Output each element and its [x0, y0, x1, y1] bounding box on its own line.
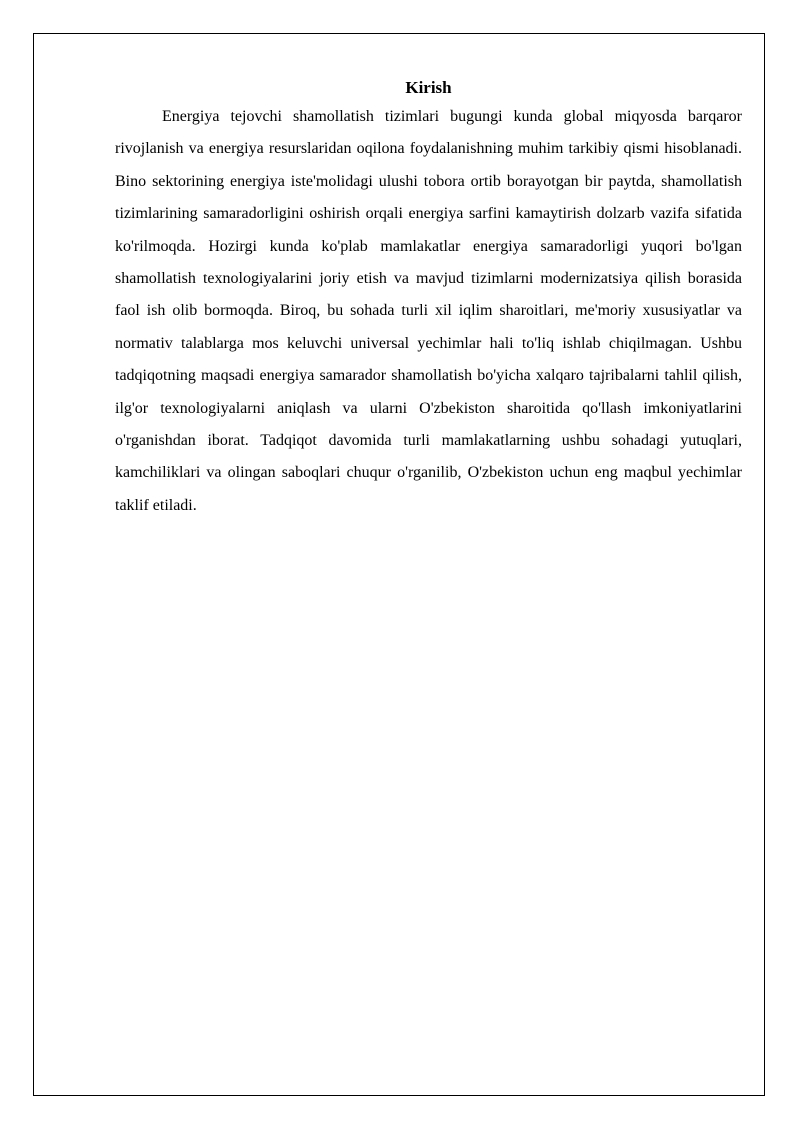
section-heading: Kirish — [405, 78, 452, 97]
document-body — [115, 76, 742, 522]
body-paragraph: Energiya tejovchi shamollatish tizimlari bugungi kunda global miqyosda barqaror rivojlanish va energiya resurslaridan oqilona foydalanishning muhim tarkibiy qismi hisoblanadi. Bino sektorining energiya iste'molidagi ulushi tobora ortib borayotgan bir paytda, shamollatish tizimlarining samaradorligini oshirish orqali energiya sarfini kamaytirish dolzarb vazifa sifatida ko'rilmoqda. Hozirgi kunda ko'plab mamlakatlar energiya samaradorligi yuqori bo'lgan shamollatish texnologiyalarini joriy etish va mavjud tizimlarni modernizatsiya qilish borasida faol ish olib bormoqda. Biroq, bu sohada turli xil iqlim sharoitlari, me'moriy xususiyatlar va normativ talablarga mos keluvchi universal yechimlar hali to'liq ishlab chiqilmagan. Ushbu tadqiqotning maqsadi energiya samarador shamollatish bo'yicha xalqaro tajribalarni tahlil qilish, ilg'or texnologiyalarni aniqlash va ularni O'zbekiston sharoitida qo'llash imkoniyatlarini o'rganishdan iborat. Tadqiqot davomida turli mamlakatlarning ushbu sohadagi yutuqlari, kamchiliklari va olingan saboqlari chuqur o'rganilib, O'zbekiston uchun eng maqbul yechimlar taklif etiladi. — [115, 108, 742, 514]
